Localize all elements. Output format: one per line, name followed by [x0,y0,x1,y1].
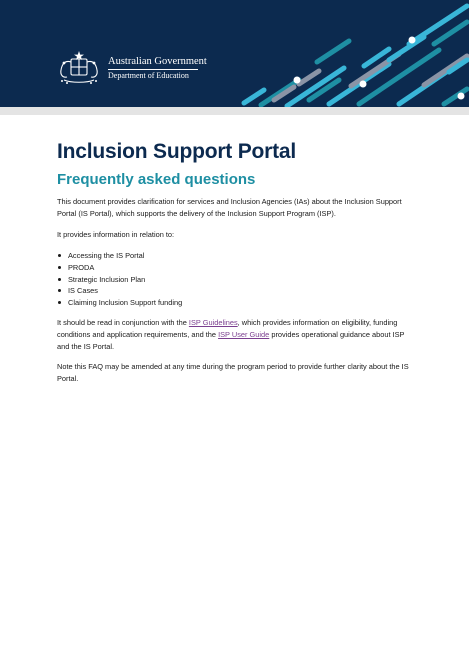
read-with-paragraph [57,317,412,353]
coat-of-arms-icon [56,50,102,86]
decorative-stripes [239,0,469,107]
document-subtitle: Frequently asked questions [57,171,256,188]
list-item: Claiming Inclusion Support funding [57,297,182,309]
list-intro: It provides information in relation to: [57,230,175,239]
document-title: Inclusion Support Portal [57,140,297,163]
list-item: Strategic Inclusion Plan [57,274,182,286]
logo-divider [108,69,198,70]
header-banner [0,0,469,107]
paragraph-text: provides operational guidance about ISP and the IS Portal. [57,330,405,351]
department-name: Department of Education [108,71,189,80]
header-underline [0,107,469,115]
isp-guidelines-link[interactable]: ISP Guidelines [188,318,238,327]
list-item: IS Cases [57,285,182,297]
paragraph-text: , which provides information on eligibility, funding conditions and application requirements, and the [57,318,398,339]
intro-paragraph: This document provides clarification for services and Inclusion Agencies (IAs) about the Inclusion Support Portal (IS Portal), which supports the delivery of the Inclusion Support Program (ISP). [57,197,402,218]
list-item: PRODA [57,262,182,274]
paragraph-text: It should be read in conjunction with the [57,318,189,327]
topic-list [57,250,182,309]
list-item: Accessing the IS Portal [57,250,182,262]
government-name: Australian Government [108,56,207,67]
isp-user-guide-link[interactable]: ISP User Guide [218,330,270,339]
note-paragraph: Note this FAQ may be amended at any time during the program period to provide further clarity about the IS Portal. [57,362,409,383]
